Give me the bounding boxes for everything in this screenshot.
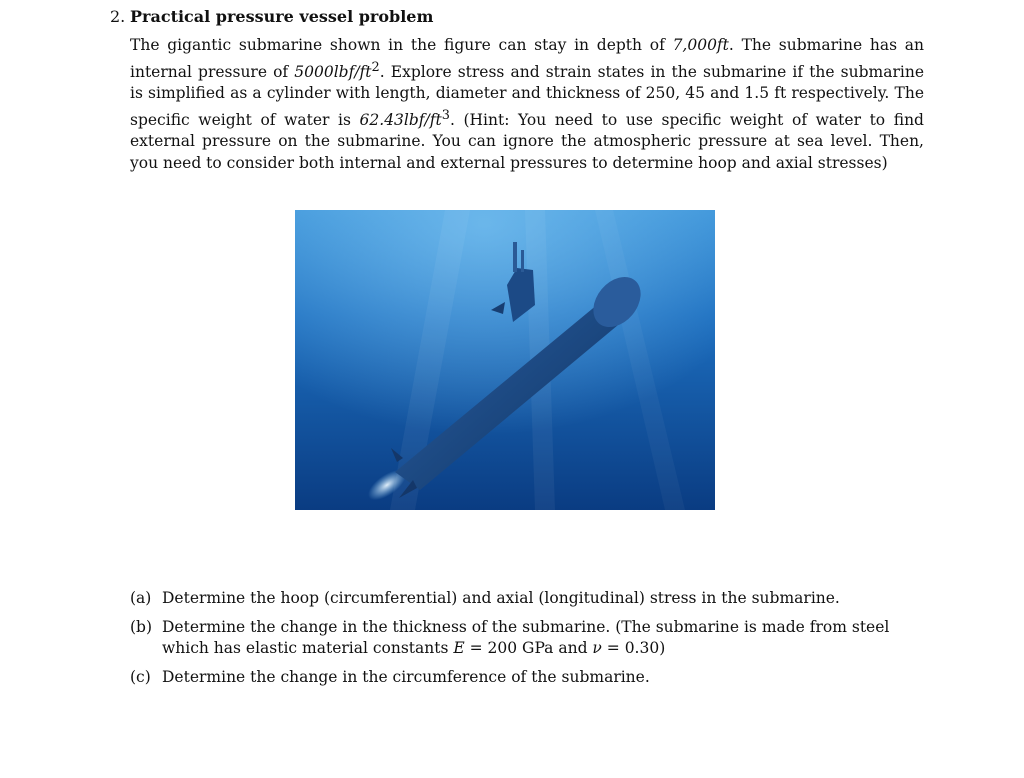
superscript-2: 2 xyxy=(371,59,380,75)
subpart-c-label: (c) xyxy=(130,667,151,686)
submarine-figure xyxy=(295,210,715,510)
intro-text-1: The gigantic submarine shown in the figure can stay in depth of xyxy=(130,36,673,54)
problem-description xyxy=(130,35,924,174)
subpart-b-text: Determine the change in the thickness of the submarine. (The submarine is made from steel which has elastic material constants xyxy=(162,617,890,657)
subpart-a xyxy=(130,588,930,610)
superscript-3: 3 xyxy=(441,107,450,123)
elastic-modulus-symbol: E xyxy=(453,639,465,657)
submarine-image xyxy=(295,210,715,510)
specific-weight-value: 62.43lbf/ft xyxy=(359,110,442,129)
subpart-c-text: Determine the change in the circumference of the submarine. xyxy=(162,667,650,686)
subpart-a-label: (a) xyxy=(130,589,152,607)
problem-block xyxy=(110,6,930,174)
poisson-symbol: ν xyxy=(592,639,602,657)
problem-number: 2. xyxy=(110,7,126,26)
poisson-value: = 0.30) xyxy=(601,639,666,657)
internal-pressure-value: 5000lbf/ft xyxy=(294,62,372,81)
subpart-c xyxy=(130,667,930,689)
intro-text-3: . Explore stress and strain states in the submarine if the submarine is simplified as a cylinder with length, diameter and thickness of 250, 45 and 1.5 ft respectively. The specific weight of water is xyxy=(130,62,924,129)
problem-title: Practical pressure vessel problem xyxy=(130,7,434,26)
subpart-a-text: Determine the hoop (circumferential) and axial (longitudinal) stress in the submarine. xyxy=(162,589,840,607)
intro-text-2: . The submarine has an internal pressure of xyxy=(130,36,924,81)
subpart-b xyxy=(130,617,930,660)
depth-value: 7,000ft xyxy=(672,36,729,54)
subparts-list xyxy=(130,588,930,695)
subpart-b-label: (b) xyxy=(130,617,153,636)
problem-heading xyxy=(110,6,930,28)
intro-text-4: . (Hint: You need to use specific weight of water to find external pressure on the submarine. You can ignore the atmospheric pressure at sea level. Then, you need to consider both internal and external pressures to determine hoop and axial stresses) xyxy=(130,110,924,172)
elastic-modulus-value: = 200 GPa and xyxy=(464,639,593,657)
